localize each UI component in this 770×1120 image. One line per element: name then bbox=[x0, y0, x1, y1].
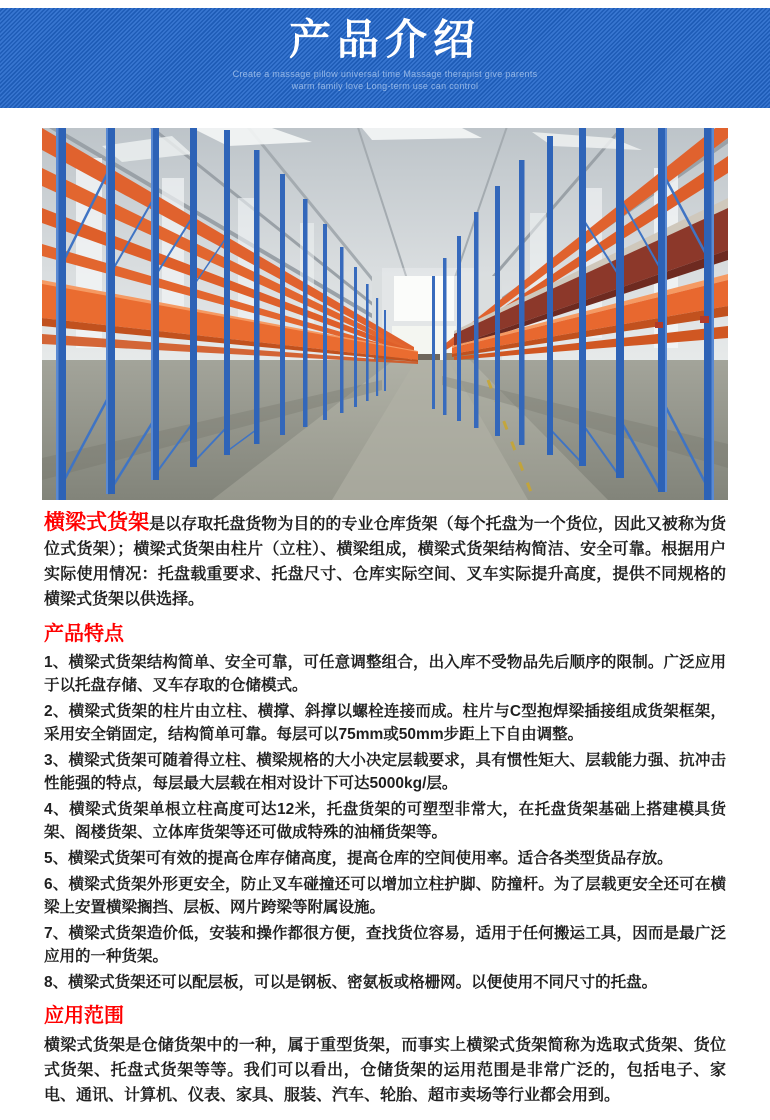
intro-lead: 横梁式货架 bbox=[44, 511, 150, 534]
feature-item-2: 2、横梁式货架的柱片由立柱、横撑、斜撑以螺栓连接而成。柱片与C型抱焊梁插接组成货架框架，采用安全销固定，结构简单可靠。每层可以75mm或50mm步距上下自由调整。 bbox=[44, 703, 726, 743]
header-subtitle-line2: warm family love Long-term use can control bbox=[291, 81, 479, 91]
description-content bbox=[44, 510, 726, 1108]
warehouse-photo bbox=[42, 128, 728, 500]
header-banner bbox=[0, 8, 770, 108]
feature-item-4: 4、横梁式货架单根立柱高度可达12米，托盘货架的可塑型非常大，在托盘货架基础上搭建模具货架、阁楼货架、立体库货架等还可做成特殊的油桶货架等。 bbox=[44, 801, 726, 841]
header-subtitle-line1: Create a massage pillow universal time Massage therapist give parents bbox=[232, 69, 538, 79]
feature-item-7: 7、横梁式货架造价低，安装和操作都很方便，查找货位容易，适用于任何搬运工具，因而是最广泛应用的一种货架。 bbox=[44, 925, 726, 965]
feature-item-8: 8、横梁式货架还可以配层板，可以是钢板、密氨板或格栅网。以便使用不同尺寸的托盘。 bbox=[44, 974, 658, 991]
application-heading: 应用范围 bbox=[44, 1005, 124, 1027]
intro-paragraph bbox=[44, 510, 726, 612]
feature-item-1: 1、横梁式货架结构简单、安全可靠，可任意调整组合，出入库不受物品先后顺序的限制。广泛应用于以托盘存储、叉车存取的仓储模式。 bbox=[44, 654, 726, 694]
application-paragraph: 横梁式货架是仓储货架中的一种，属于重型货架，而事实上横梁式货架简称为选取式货架、货位式货架、托盘式货架等等。我们可以看出，仓储货架的运用范围是非常广泛的，包括电子、家电、通讯、计算机、仪表、家具、服装、汽车、轮胎、超市卖场等行业都会用到。 bbox=[44, 1037, 726, 1104]
feature-item-5: 5、横梁式货架可有效的提高仓库存储高度，提高仓库的空间使用率。适合各类型货品存放。 bbox=[44, 850, 673, 867]
features-heading: 产品特点 bbox=[44, 623, 124, 645]
page-title: 产品介绍 bbox=[288, 16, 481, 63]
feature-item-6: 6、横梁式货架外形更安全，防止叉车碰撞还可以增加立柱护脚、防撞杆。为了层载更安全还可在横梁上安置横梁搁挡、层板、网片跨梁等附属设施。 bbox=[44, 876, 726, 916]
feature-item-3: 3、横梁式货架可随着得立柱、横梁规格的大小决定层载要求，具有惯性矩大、层载能力强、抗冲击性能强的特点，每层最大层载在相对设计下可达5000kg/层。 bbox=[44, 752, 726, 792]
intro-body: 是以存取托盘货物为目的的专业仓库货架（每个托盘为一个货位，因此又被称为货位式货架）；横梁式货架由柱片（立柱）、横梁组成，横梁式货架结构简洁、安全可靠。根据用户实际使用情况：托盘载重要求、托盘尺寸、仓库实际空间、叉车实际提升高度，提供不同规格的横梁式货架以供选择。 bbox=[44, 516, 726, 608]
header-subtitle bbox=[0, 68, 770, 92]
